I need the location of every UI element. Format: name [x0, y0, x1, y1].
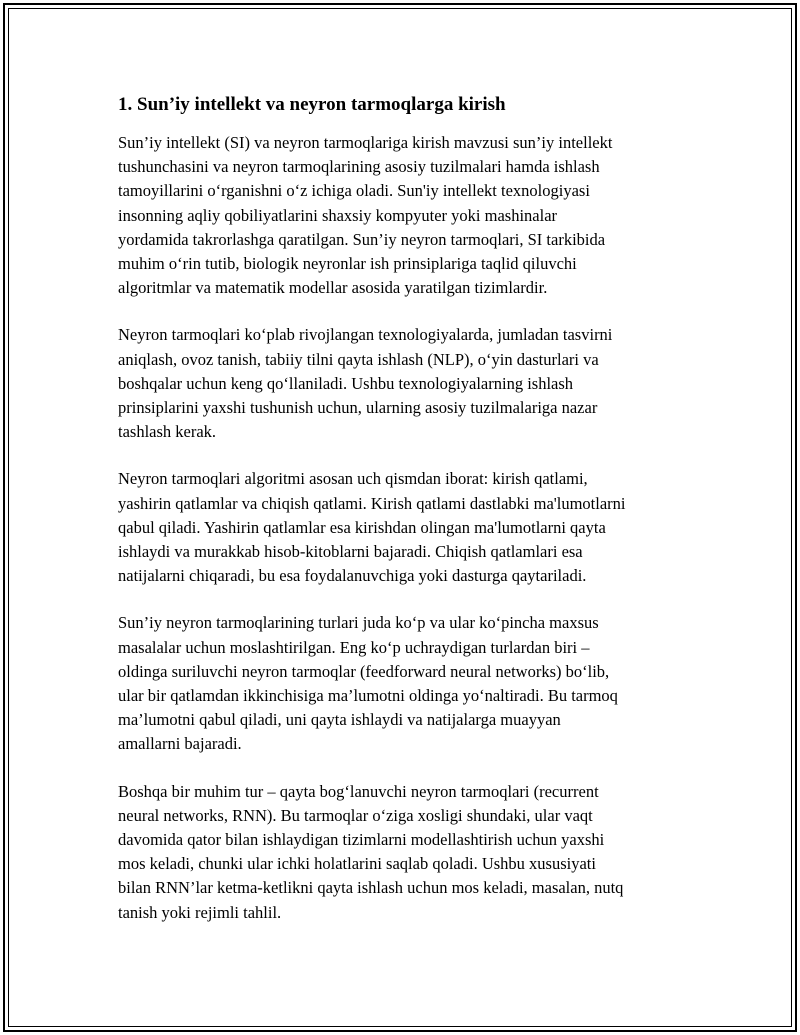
paragraph-recurrent — [118, 780, 698, 925]
text-line: ishlaydi va murakkab hisob-kitoblarni bajaradi. Chiqish qatlamlari esa — [118, 542, 583, 562]
text-line: amallarni bajaradi. — [118, 734, 242, 754]
section-heading: 1. Sun’iy intellekt va neyron tarmoqlarga kirish — [118, 94, 506, 115]
text-line: neural networks, RNN). Bu tarmoqlar o‘ziga xosligi shundaki, ular vaqt — [118, 805, 593, 825]
paragraph-feedforward — [118, 611, 698, 756]
text-line: ular bir qatlamdan ikkinchisiga ma’lumotni oldinga yo‘naltiradi. Bu tarmoq — [118, 686, 618, 706]
text-line: davomida qator bilan ishlaydigan tizimlarni modellashtirish uchun yaxshi — [118, 830, 605, 850]
text-line: tanish yoki rejimli tahlil. — [118, 902, 282, 922]
paragraph-applications — [118, 323, 698, 444]
text-line: Boshqa bir muhim tur – qayta bog‘lanuvchi neyron tarmoqlari (recurrent — [118, 781, 599, 801]
text-line: algoritmlar va matematik modellar asosida yaratilgan tizimlardir. — [118, 278, 548, 298]
text-line: tamoyillarini o‘rganishni o‘z ichiga oladi. Sun'iy intellekt texnologiyasi — [118, 181, 590, 201]
text-line: yordamida takrorlashga qaratilgan. Sun’iy neyron tarmoqlari, SI tarkibida — [118, 229, 606, 249]
text-line: Sun’iy neyron tarmoqlarining turlari juda ko‘p va ular ko‘pincha maxsus — [118, 613, 599, 633]
paragraph-layers — [118, 467, 698, 588]
document-body — [118, 92, 698, 948]
text-line: qabul qiladi. Yashirin qatlamlar esa kirishdan olingan ma'lumotlarni qayta — [118, 517, 606, 537]
text-line: boshqalar uchun keng qo‘llaniladi. Ushbu texnologiyalarning ishlash — [118, 373, 574, 393]
text-line: prinsiplarini yaxshi tushunish uchun, ularning asosiy tuzilmalariga nazar — [118, 398, 598, 418]
text-line: tushunchasini va neyron tarmoqlarining asosiy tuzilmalari hamda ishlash — [118, 157, 600, 177]
text-line: yashirin qatlamlar va chiqish qatlami. Kirish qatlami dastlabki ma'lumotlarni — [118, 493, 626, 513]
text-line: insonning aqliy qobiliyatlarini shaxsiy kompyuter yoki mashinalar — [118, 205, 558, 225]
text-line: Neyron tarmoqlari ko‘plab rivojlangan texnologiyalarda, jumladan tasvirni — [118, 325, 613, 345]
text-line: oldinga suriluvchi neyron tarmoqlar (feedforward neural networks) bo‘lib, — [118, 661, 610, 681]
text-line: muhim o‘rin tutib, biologik neyronlar ish prinsiplariga taqlid qiluvchi — [118, 254, 577, 274]
text-line: ma’lumotni qabul qiladi, uni qayta ishlaydi va natijalarga muayyan — [118, 710, 561, 730]
text-line: mos keladi, chunki ular ichki holatlarini saqlab qoladi. Ushbu xususiyati — [118, 854, 596, 874]
text-line: bilan RNN’lar ketma-ketlikni qayta ishlash uchun mos keladi, masalan, nutq — [118, 878, 624, 898]
text-line: masalalar uchun moslashtirilgan. Eng ko‘p uchraydigan turlardan biri – — [118, 637, 590, 657]
text-line: natijalarni chiqaradi, bu esa foydalanuvchiga yoki dasturga qaytariladi. — [118, 566, 587, 586]
paragraph-introduction — [118, 131, 698, 300]
text-line: aniqlash, ovoz tanish, tabiiy tilni qayta ishlash (NLP), o‘yin dasturlari va — [118, 349, 599, 369]
text-line: Sun’iy intellekt (SI) va neyron tarmoqlariga kirish mavzusi sun’iy intellekt — [118, 133, 613, 152]
text-line: Neyron tarmoqlari algoritmi asosan uch qismdan iborat: kirish qatlami, — [118, 469, 588, 489]
text-line: tashlash kerak. — [118, 422, 217, 442]
